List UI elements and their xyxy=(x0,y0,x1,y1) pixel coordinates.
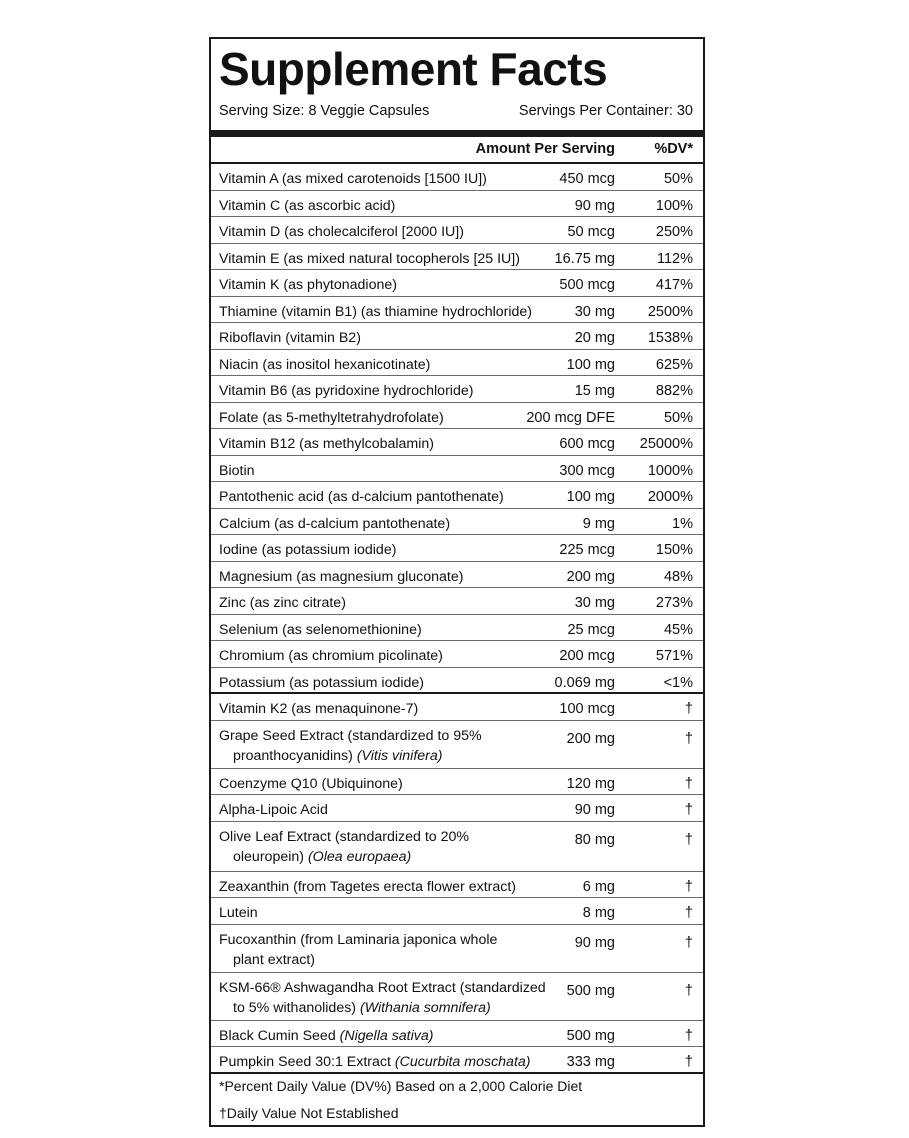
ingredient-amount: 333 mg xyxy=(566,1054,615,1070)
nutrient-amount: 200 mcg DFE xyxy=(526,409,615,426)
nutrient-amount: 30 mg xyxy=(574,303,615,320)
facts-table xyxy=(211,162,703,1074)
nutrient-dv: 112% xyxy=(656,250,693,267)
nutrient-name: Pantothenic acid (as d-calcium pantothenate) xyxy=(219,489,504,505)
ingredient-name xyxy=(219,1052,554,1072)
ingredient-amount: 200 mg xyxy=(566,730,615,747)
table-row xyxy=(211,217,703,244)
ingredient-name xyxy=(219,827,554,867)
nutrient-name: Vitamin C (as ascorbic acid) xyxy=(219,197,396,214)
ingredient-amount: 8 mg xyxy=(582,905,615,921)
serving-size: Serving Size: 8 Veggie Capsules xyxy=(219,103,430,119)
ingredient-name xyxy=(219,699,554,719)
table-row xyxy=(211,668,703,695)
nutrient-amount: 50 mcg xyxy=(567,224,615,240)
nutrient-amount: 600 mcg xyxy=(559,436,615,452)
ingredient-name-line2 xyxy=(219,950,554,970)
nutrient-name: Vitamin B12 (as methylcobalamin) xyxy=(219,436,435,452)
ingredient-name-line2-text: oleuropein) xyxy=(233,848,308,865)
nutrient-dv: 273% xyxy=(655,595,693,611)
nutrient-name: Vitamin E (as mixed natural tocopherols [25 IU]) xyxy=(219,250,520,267)
ingredient-name-line2-text: plant extract) xyxy=(233,951,316,968)
table-row xyxy=(211,350,703,377)
nutrient-name: Zinc (as zinc citrate) xyxy=(219,595,346,611)
nutrient-amount: 450 mcg xyxy=(559,171,615,187)
ingredient-dv: † xyxy=(684,802,693,818)
ingredient-name-line1: Vitamin K2 (as menaquinone-7) xyxy=(219,701,419,717)
ingredient-dv: † xyxy=(684,775,693,792)
ingredient-name xyxy=(219,726,554,766)
table-row xyxy=(211,164,703,191)
nutrient-name: Biotin xyxy=(219,462,255,479)
nutrient-dv: 1538% xyxy=(647,330,693,346)
table-row xyxy=(211,641,703,668)
nutrient-amount: 100 mg xyxy=(566,356,615,373)
table-row xyxy=(211,562,703,589)
ingredient-latin-name: (Withania somnifera) xyxy=(359,999,491,1016)
nutrient-amount: 30 mg xyxy=(574,595,615,611)
ingredient-latin-name: (Cucurbita moschata) xyxy=(394,1054,531,1070)
table-row xyxy=(211,509,703,536)
ingredient-dv: † xyxy=(684,701,693,717)
nutrient-dv: <1% xyxy=(663,674,693,691)
ingredient-name-line1: Black Cumin Seed xyxy=(219,1027,340,1044)
table-row xyxy=(211,270,703,297)
ingredient-name xyxy=(219,930,554,970)
nutrient-dv: 45% xyxy=(663,621,693,638)
ingredient-name-line1: Olive Leaf Extract (standardized to 20% xyxy=(219,828,469,845)
ingredient-name xyxy=(219,903,554,923)
table-row xyxy=(211,535,703,562)
ingredient-name xyxy=(219,1026,554,1046)
table-row xyxy=(211,482,703,509)
nutrient-dv: 50% xyxy=(663,171,693,187)
ingredient-name-line1: Zeaxanthin (from Tagetes erecta flower extract) xyxy=(219,878,517,895)
ingredient-name-line2 xyxy=(219,998,554,1018)
ingredient-name-line1: Lutein xyxy=(219,905,258,921)
ingredient-latin-name: (Nigella sativa) xyxy=(339,1027,434,1044)
table-row xyxy=(211,456,703,483)
nutrient-dv: 1000% xyxy=(647,462,693,479)
ingredient-amount: 100 mcg xyxy=(559,701,615,717)
ingredient-dv: † xyxy=(684,934,693,951)
nutrient-name: Selenium (as selenomethionine) xyxy=(219,621,422,638)
table-row xyxy=(211,323,703,350)
ingredient-amount: 6 mg xyxy=(582,878,615,895)
nutrient-name: Niacin (as inositol hexanicotinate) xyxy=(219,356,431,373)
ingredient-name xyxy=(219,774,554,794)
table-row xyxy=(211,191,703,218)
footnote-dagger: †Daily Value Not Established xyxy=(219,1105,399,1121)
nutrient-dv: 100% xyxy=(655,197,693,214)
supplement-facts-panel xyxy=(209,37,705,1127)
nutrient-name: Vitamin K (as phytonadione) xyxy=(219,277,397,293)
table-row xyxy=(211,769,703,796)
ingredient-name-line2 xyxy=(219,746,554,766)
nutrient-name: Thiamine (vitamin B1) (as thiamine hydrochloride) xyxy=(219,303,533,320)
ingredient-dv: † xyxy=(684,831,693,848)
nutrient-name: Vitamin A (as mixed carotenoids [1500 IU]) xyxy=(219,171,487,187)
nutrient-dv: 150% xyxy=(655,542,693,558)
table-row xyxy=(211,615,703,642)
nutrient-amount: 16.75 mg xyxy=(554,250,615,267)
nutrient-dv: 250% xyxy=(655,224,693,240)
ingredient-name-line1: Pumpkin Seed 30:1 Extract xyxy=(219,1054,395,1070)
nutrient-dv: 50% xyxy=(663,409,693,426)
ingredient-name-line2-text: proanthocyanidins) xyxy=(233,747,357,764)
nutrient-name: Folate (as 5-methyltetrahydrofolate) xyxy=(219,409,444,426)
table-row xyxy=(211,429,703,456)
nutrient-dv: 25000% xyxy=(639,436,693,452)
ingredient-dv: † xyxy=(684,905,693,921)
ingredient-name xyxy=(219,978,554,1018)
panel-title: Supplement Facts xyxy=(219,43,608,95)
nutrient-amount: 90 mg xyxy=(574,197,615,214)
ingredient-amount: 80 mg xyxy=(574,831,615,848)
table-row xyxy=(211,403,703,430)
table-row xyxy=(211,925,703,973)
servings-per-container: Servings Per Container: 30 xyxy=(518,103,693,119)
ingredient-name xyxy=(219,800,554,820)
ingredient-name-line1: Coenzyme Q10 (Ubiquinone) xyxy=(219,775,403,792)
nutrient-name: Potassium (as potassium iodide) xyxy=(219,674,425,691)
footnote-dv: *Percent Daily Value (DV%) Based on a 2,000 Calorie Diet xyxy=(219,1078,583,1094)
nutrient-amount: 225 mcg xyxy=(559,542,615,558)
ingredient-amount: 120 mg xyxy=(566,775,615,792)
dv-header: %DV* xyxy=(654,141,693,157)
ingredient-name-line2 xyxy=(219,847,554,867)
ingredient-name-line1: Alpha-Lipoic Acid xyxy=(219,802,328,818)
nutrient-name: Chromium (as chromium picolinate) xyxy=(219,648,443,664)
ingredient-latin-name: (Vitis vinifera) xyxy=(356,747,443,764)
nutrient-name: Magnesium (as magnesium gluconate) xyxy=(219,568,464,585)
table-row xyxy=(211,872,703,899)
nutrient-amount: 15 mg xyxy=(574,383,615,399)
table-row xyxy=(211,1021,703,1048)
nutrient-dv: 882% xyxy=(655,383,693,399)
nutrient-dv: 417% xyxy=(655,277,693,293)
table-row xyxy=(211,376,703,403)
ingredient-name-line1: Fucoxanthin (from Laminaria japonica whole xyxy=(219,931,498,948)
ingredient-amount: 500 mg xyxy=(566,982,615,999)
nutrient-amount: 200 mcg xyxy=(559,648,615,664)
nutrient-amount: 300 mcg xyxy=(559,462,615,479)
nutrient-dv: 1% xyxy=(672,515,693,532)
ingredient-name xyxy=(219,877,554,897)
nutrient-dv: 625% xyxy=(655,356,693,373)
ingredient-dv: † xyxy=(684,878,693,895)
nutrient-name: Riboflavin (vitamin B2) xyxy=(219,330,361,346)
nutrient-amount: 100 mg xyxy=(566,489,615,505)
nutrient-dv: 48% xyxy=(663,568,693,585)
nutrient-amount: 9 mg xyxy=(582,515,615,532)
nutrient-dv: 571% xyxy=(655,648,693,664)
ingredient-name-line1: Grape Seed Extract (standardized to 95% xyxy=(219,727,482,744)
table-row xyxy=(211,721,703,769)
table-row xyxy=(211,822,703,872)
nutrient-name: Calcium (as d-calcium pantothenate) xyxy=(219,515,451,532)
ingredient-amount: 90 mg xyxy=(574,934,615,951)
nutrient-dv: 2500% xyxy=(647,303,693,320)
ingredient-amount: 500 mg xyxy=(566,1027,615,1044)
ingredient-dv: † xyxy=(684,730,693,747)
nutrient-amount: 0.069 mg xyxy=(554,674,615,691)
nutrient-amount: 20 mg xyxy=(574,330,615,346)
table-row xyxy=(211,795,703,822)
nutrient-amount: 25 mcg xyxy=(567,621,615,638)
table-row xyxy=(211,694,703,721)
nutrient-name: Iodine (as potassium iodide) xyxy=(219,542,397,558)
table-row xyxy=(211,244,703,271)
nutrient-amount: 200 mg xyxy=(566,568,615,585)
ingredient-amount: 90 mg xyxy=(574,802,615,818)
ingredient-dv: † xyxy=(684,1027,693,1044)
nutrient-name: Vitamin B6 (as pyridoxine hydrochloride) xyxy=(219,383,474,399)
ingredient-name-line1: KSM-66® Ashwagandha Root Extract (standardized xyxy=(219,979,546,996)
ingredient-name-line2-text: to 5% withanolides) xyxy=(233,999,360,1016)
amount-header: Amount Per Serving xyxy=(475,141,615,157)
nutrient-dv: 2000% xyxy=(647,489,693,505)
table-row xyxy=(211,1047,703,1074)
thick-divider xyxy=(211,130,703,137)
ingredient-dv: † xyxy=(684,982,693,999)
ingredient-latin-name: (Olea europaea) xyxy=(307,848,412,865)
ingredient-dv: † xyxy=(684,1054,693,1070)
table-row xyxy=(211,973,703,1021)
nutrient-name: Vitamin D (as cholecalciferol [2000 IU]) xyxy=(219,224,464,240)
table-row xyxy=(211,898,703,925)
table-row xyxy=(211,588,703,615)
nutrient-amount: 500 mcg xyxy=(559,277,615,293)
table-row xyxy=(211,297,703,324)
